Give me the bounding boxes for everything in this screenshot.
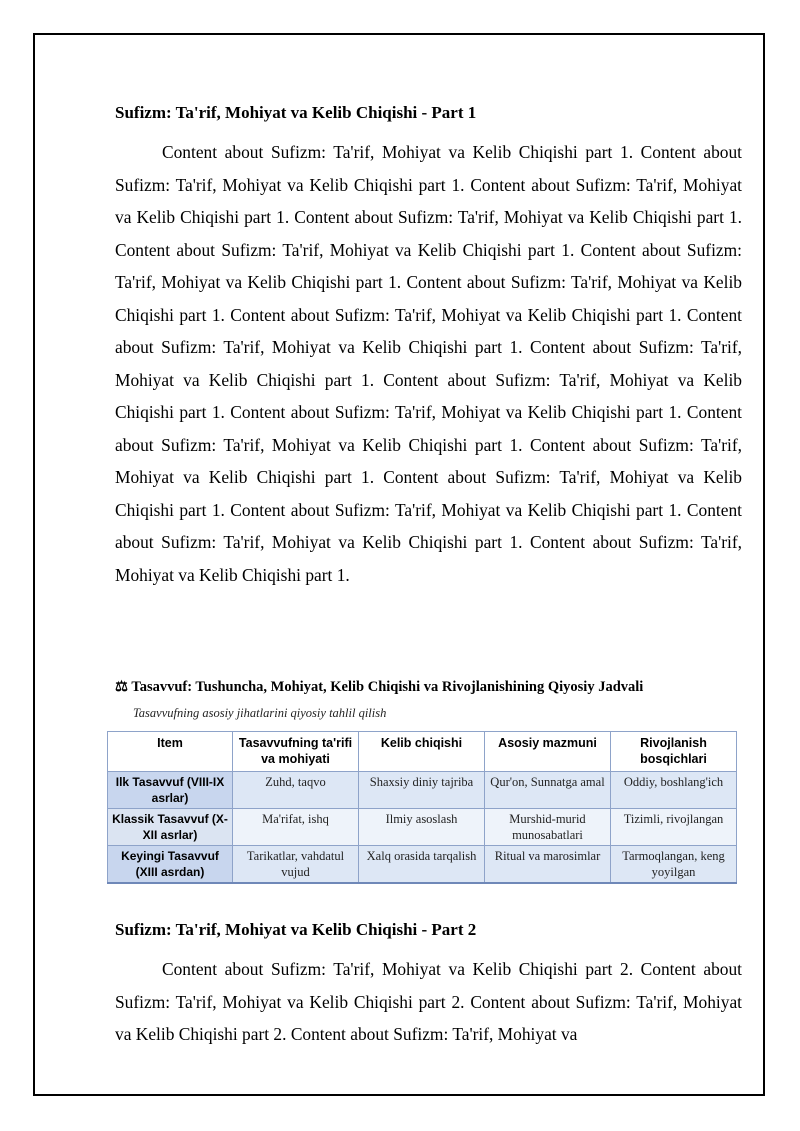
table-cell: Zuhd, taqvo <box>233 772 359 809</box>
table-cell: Ma'rifat, ishq <box>233 809 359 846</box>
table-cell: Xalq orasida tarqalish <box>359 846 485 884</box>
table-row <box>108 809 737 846</box>
column-header: Kelib chiqishi <box>359 732 485 772</box>
table-row <box>108 846 737 884</box>
section-1-body: Content about Sufizm: Ta'rif, Mohiyat va Kelib Chiqishi part 1. Content about Sufizm: Ta'rif, Mohiyat va Kelib Chiqishi part 1. Content about Sufizm: Ta'rif, Mohiyat va Kelib Chiqishi part 1. Content about Sufizm: Ta'rif, Mohiyat va Kelib Chiqishi part 1. Content about Sufizm: Ta'rif, Mohiyat va Kelib Chiqishi part 1. Content about Sufizm: Ta'rif, Mohiyat va Kelib Chiqishi part 1. Content about Sufizm: Ta'rif, Mohiyat va Kelib Chiqishi part 1. Content about Sufizm: Ta'rif, Mohiyat va Kelib Chiqishi part 1. Content about Sufizm: Ta'rif, Mohiyat va Kelib Chiqishi part 1. Content about Sufizm: Ta'rif, Mohiyat va Kelib Chiqishi part 1. Content about Sufizm: Ta'rif, Mohiyat va Kelib Chiqishi part 1. Content about Sufizm: Ta'rif, Mohiyat va Kelib Chiqishi part 1. Content about Sufizm: Ta'rif, Mohiyat va Kelib Chiqishi part 1. Content about Sufizm: Ta'rif, Mohiyat va Kelib Chiqishi part 1. Content about Sufizm: Ta'rif, Mohiyat va Kelib Chiqishi part 1. Content about Sufizm: Ta'rif, Mohiyat va Kelib Chiqishi part 1. Content about Sufizm: Ta'rif, Mohiyat va Kelib Chiqishi part 1. Content about Sufizm: Ta'rif, Mohiyat va Kelib Chiqishi part 1. <box>115 142 742 585</box>
table-cell: Tizimli, rivojlangan <box>611 809 737 846</box>
column-header: Item <box>108 732 233 772</box>
column-header: Asosiy mazmuni <box>485 732 611 772</box>
row-header-cell: Keyingi Tasavvuf (XIII asrdan) <box>108 846 233 884</box>
section-2-body: Content about Sufizm: Ta'rif, Mohiyat va Kelib Chiqishi part 2. Content about Sufizm: Ta'rif, Mohiyat va Kelib Chiqishi part 2. Content about Sufizm: Ta'rif, Mohiyat va Kelib Chiqishi part 2. Content about Sufizm: Ta'rif, Mohiyat va <box>115 959 742 1044</box>
table-cell: Ilmiy asoslash <box>359 809 485 846</box>
table-title: ⚖ Tasavvuf: Tushuncha, Mohiyat, Kelib Chiqishi va Rivojlanishining Qiyosiy Jadvali <box>115 679 644 695</box>
table-cell: Shaxsiy diniy tajriba <box>359 772 485 809</box>
section-2-heading: Sufizm: Ta'rif, Mohiyat va Kelib Chiqishi - Part 2 <box>115 920 477 939</box>
comparison-table <box>107 731 737 884</box>
column-header: Rivojlanish bosqichlari <box>611 732 737 772</box>
table-cell: Tarikatlar, vahdatul vujud <box>233 846 359 884</box>
table-cell: Murshid-murid munosabatlari <box>485 809 611 846</box>
table-cell: Qur'on, Sunnatga amal <box>485 772 611 809</box>
row-header-cell: Ilk Tasavvuf (VIII-IX asrlar) <box>108 772 233 809</box>
section-1-heading: Sufizm: Ta'rif, Mohiyat va Kelib Chiqishi - Part 1 <box>115 103 477 122</box>
table-row <box>108 772 737 809</box>
table-cell: Tarmoqlangan, keng yoyilgan <box>611 846 737 884</box>
table-cell: Ritual va marosimlar <box>485 846 611 884</box>
table-caption: Tasavvufning asosiy jihatlarini qiyosiy tahlil qilish <box>133 706 387 720</box>
table-cell: Oddiy, boshlang'ich <box>611 772 737 809</box>
table-header-row <box>108 732 737 772</box>
column-header: Tasavvufning ta'rifi va mohiyati <box>233 732 359 772</box>
row-header-cell: Klassik Tasavvuf (X-XII asrlar) <box>108 809 233 846</box>
